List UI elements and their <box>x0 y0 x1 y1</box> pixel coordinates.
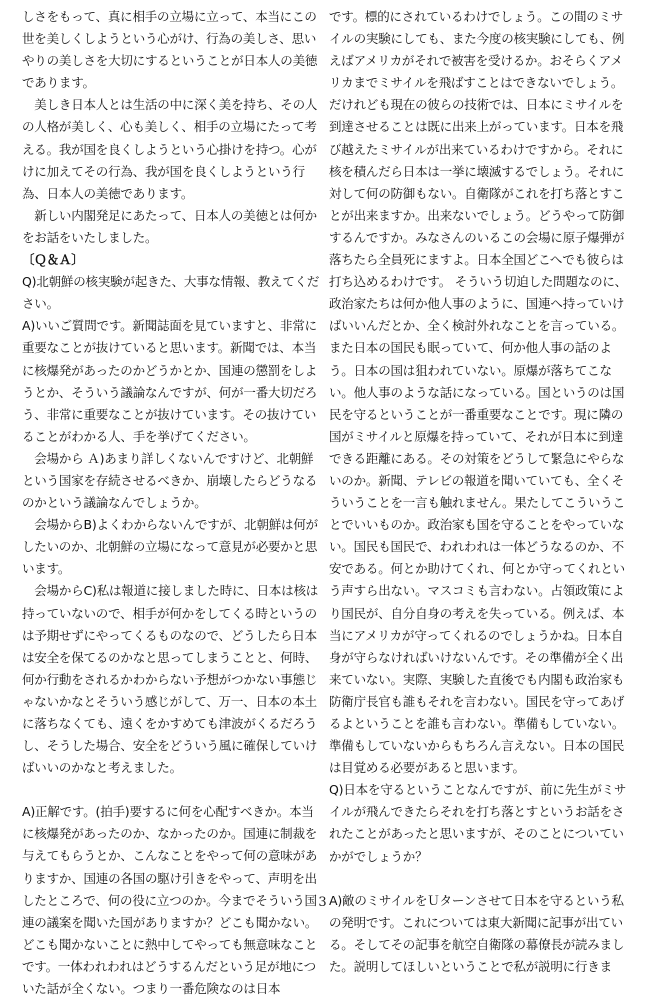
question-north-korea: Q)北朝鮮の核実験が起きた、大事な情報、教えてください。 <box>22 274 320 312</box>
question-missile-defense: Q)日本を守るということなんですが、前に先生がミサイルが飛んできたらそれを打ち落とすというお話をされたことがあったと思いますが、そのことについていかがでしょうか？ <box>329 782 627 864</box>
qa-heading: 〔Ｑ＆Ａ〕 <box>22 252 84 268</box>
page-number: 3 <box>318 895 327 910</box>
answer-missing-point: A)いいご質問です。新聞誌面を見ていますと、非常に重要なことが抜けていると思います。新聞では、本当に核爆発があったのかどうかとか、国連の懲罰をしようとか、そういう議論なんですが、何が一番大切だろう、非常に重要なことが抜けています。その抜けていることがわかる人、手を挙げてください。 <box>22 318 318 444</box>
answer-missile-uturn: A)敵のミサイルをＵターンさせて日本を守るという私の発明です。これについては東大新聞に記事が出ている。そしてその記事を航空自衛隊の幕僚長が読みました。説明してほしいということで私が説明に行きま <box>329 892 625 974</box>
right-column <box>329 6 630 978</box>
answer-correct: A)正解です。(拍手)要するに何を心配すべきか。本当に核爆発があったのか、なかったのか。国連に制裁を与えてもらうとか、こんなことをやって何の意味がありますか、国連の各国の駆け引きをやって、声明を出したところで、何の役に立つのか。今までそういう国連の議案を聞いた国がありますか？どこも聞かない。どこも聞かないことに熱中してやっても無意味なことです。一体われわれはどうするんだという足が地についた話が全くない。つまり一番危険なのは日本 <box>22 804 318 997</box>
blank-line <box>329 868 630 890</box>
audience-answer-a: 会場から Ａ)あまり詳しくないんですけど、北朝鮮という国家を存続させるべきか、崩壊したらどうなるのかという議論なんでしょうか。 <box>22 450 318 511</box>
paragraph-virtue-intro: しさをもって、真に相手の立場に立って、本当にこの世を美しくしようという心がけ、行為の美しさ、思いやりの美しさを大切にするということが日本人の美徳であります。 <box>22 9 318 91</box>
audience-answer-c: 会場からC)私は報道に接しました時に、日本は核は持っていないので、相手が何かをしてくる時というのは予期せずにやってくるものなので、どうしたら日本は安全を保てるのかなと思ってしまうことと、何時、何か行動をされるかわからない予想がつかない事態じゃないかなとそういう感じがして、万一、日本の本土に落ちなくても、遠くをかすめても津波がくるだろうし、そうした場合、安全をどういう風に確保していけばいいのかなと考えました。 <box>22 583 319 776</box>
blank-line <box>22 779 323 801</box>
paragraph-beautiful-japanese: 美しき日本人とは生活の中に深く美を持ち、その人の人格が美しく、心も美しく、相手の立場にたって考える。我が国を良くしようという心掛けを持つ。心がけに加えてその行為、我が国を良くしようという行為、日本人の美徳であります。 <box>22 97 318 201</box>
audience-answer-b: 会場からB)よくわからないんですが、北朝鮮は何がしたいのか、北朝鮮の立場になって意見が必要かと思います。 <box>22 517 318 577</box>
paragraph-new-cabinet: 新しい内閣発足にあたって、日本人の美徳とは何かをお話をいたしました。 <box>22 207 317 245</box>
left-column <box>22 6 323 1000</box>
paragraph-target-japan: です。標的にされているわけでしょう。この間のミサイルの実験にしても、また今度の核実験にしても、例えばアメリカがそれで被害を受けるか。おそらくアメリカまでミサイルを飛ばすことはできないでしょう。だけれども現在の彼らの技術では、日本にミサイルを到達させることは既に出来上がっています。日本を飛び越えたミサイルが出来ているわけですから。それに核を積んだら日本は一挙に壊滅するでしょう。それに対して何の防御もない。自衛隊がこれを打ち落とすことが出来ますか。出来ないでしょう。どうやって防御するんですか。みなさんのいるこの会場に原子爆弾が落ちたら全員死にますよ。日本全国どこへでも彼らは打ち込めるわけです。 そういう切迫した問題なのに、政治家たちは何か他人事のように、国連へ持っていけばいいんだとか、全く検討外れなことを言っている。また日本の国民も眠っていて、何か他人事の話のよう。日本の国は狙われていない。原爆が落ちてこない。他人事のような話になっている。国というのは国民を守るということが一番重要なことです。現に隣の国がミサイルと原爆を持っていて、それが日本に到達できる距離にある。その対策をどうして緊急にやらないのか。新聞、テレビの報道を聞いていても、全くそういうことを一言も触れません。果たしてこういうことでいいものか。政治家も国を守ることをやっていない。国民も国民で、われわれは一体どうなるのか、不安である。何とか助けてくれ、何とか守ってくれという声すら出ない。マスコミも言わない。占領政策により国民が、自分自身の考えを失っている。例えば、本当にアメリカが守ってくれるのでしょうかね。日本自身が守らなければいけないんです。その準備が全く出来ていない。実際、実験した直後でも内閣も政治家も防衛庁長官も誰もそれを言わない。国民を守ってあげるよということを誰も言わない。準備もしていない。準備もしていないからもちろん言えない。日本の国民は目覚める必要があると思います。 <box>329 9 627 776</box>
